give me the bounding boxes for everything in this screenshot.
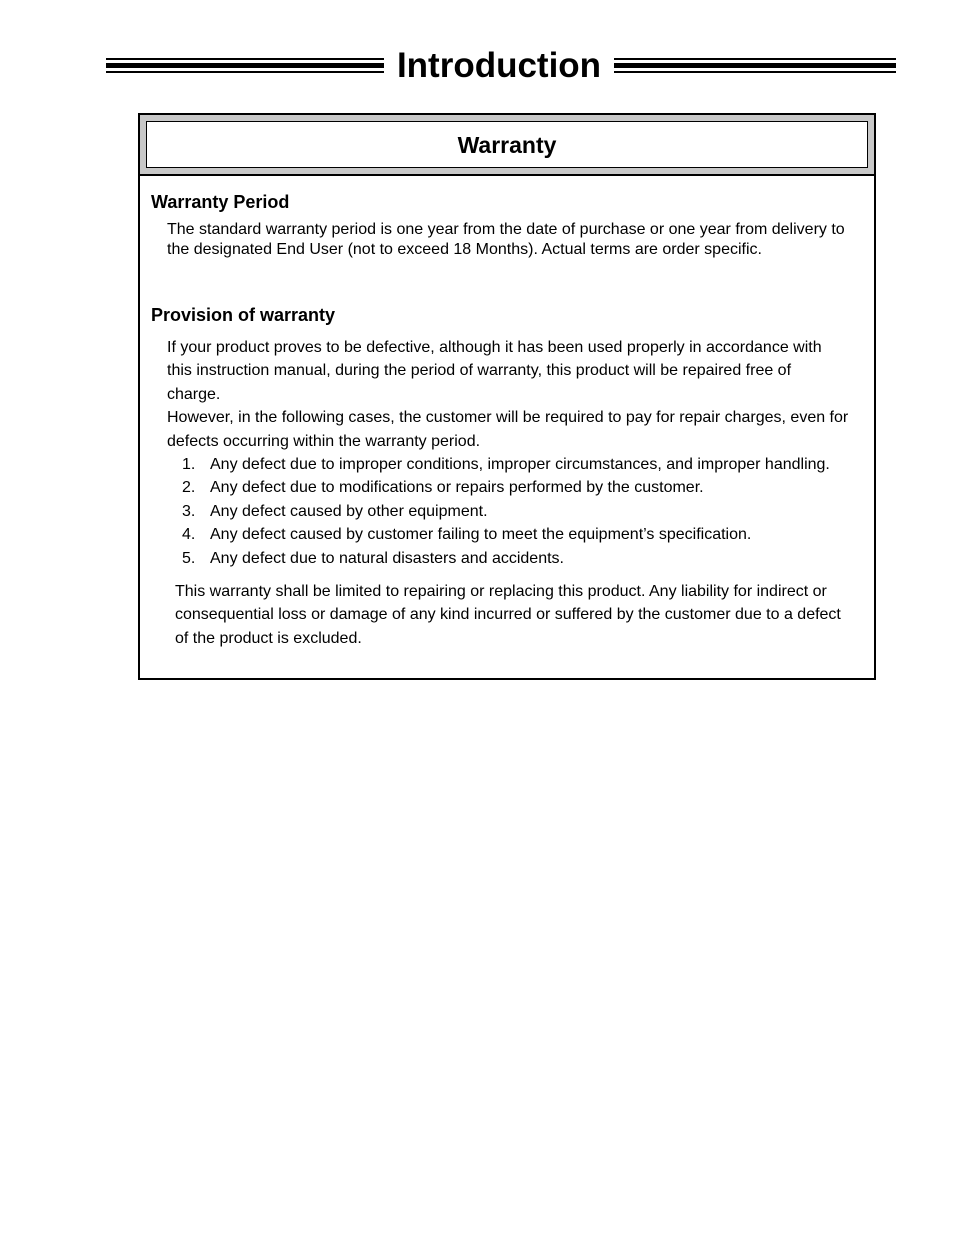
list-item: 4. Any defect caused by customer failing to meet the equipment’s specification. (182, 526, 752, 544)
title-rule-right (614, 58, 896, 74)
warranty-box-header (140, 115, 874, 176)
exclusion-list (182, 453, 830, 570)
warranty-limitation: This warranty shall be limited to repairing or replacing this product. Any liability for indirect or consequential loss or damage of any kind incurred or suffered by the customer due to a defect of the product is excluded. (175, 583, 841, 647)
page-title: Introduction (396, 46, 602, 85)
list-item: 1. Any defect due to improper conditions, improper circumstances, and improper handling. (182, 456, 830, 473)
warranty-period-heading: Warranty Period (151, 192, 290, 212)
provision-intro: If your product proves to be defective, although it has been used properly in accordance with this instruction manual, during the period of warranty, this product will be repaired free of charge. However, in the following cases, the customer will be required to pay for repair charges, even for defects occurring within the warranty period. (167, 339, 849, 450)
warranty-box (138, 113, 876, 680)
list-item: 3. Any defect caused by other equipment. (182, 502, 488, 520)
title-rule-left (106, 58, 384, 74)
provision-heading: Provision of warranty (151, 305, 336, 325)
warranty-title: Warranty (457, 132, 557, 158)
list-item: 2. Any defect due to modifications or repairs performed by the customer. (182, 479, 704, 497)
warranty-period-text: The standard warranty period is one year from the date of purchase or one year from delivery to the designated End User (not to exceed 18 Months). Actual terms are order specific. (167, 221, 845, 258)
list-item: 5. Any defect due to natural disasters and accidents. (182, 549, 564, 567)
page-header (0, 40, 954, 92)
